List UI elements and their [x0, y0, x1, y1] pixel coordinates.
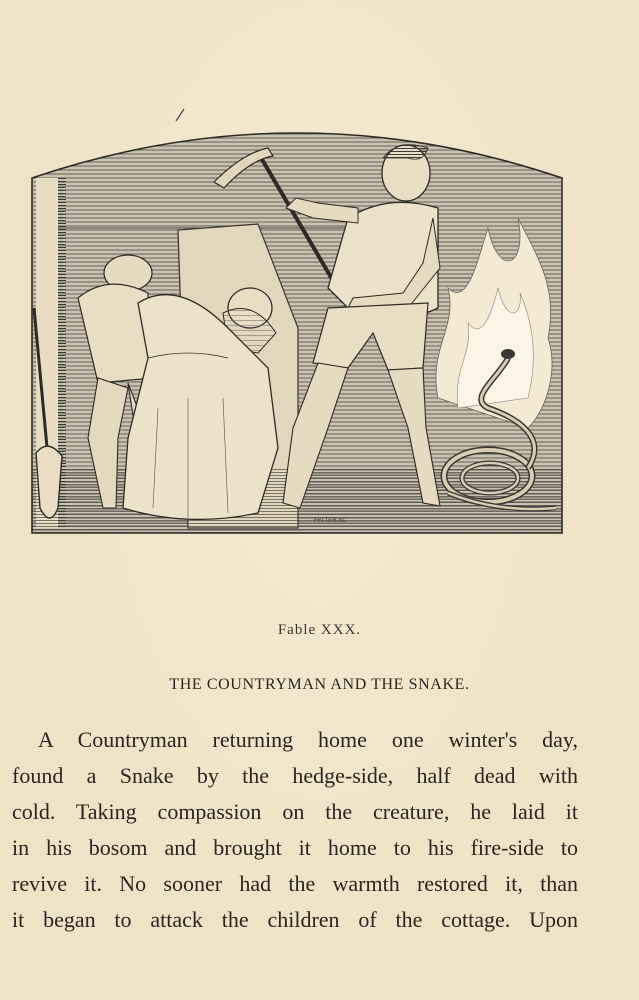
engraver-signature: FELTER.SC: [314, 518, 347, 524]
body-line: it began to attack the children of the cottage. Upon: [12, 907, 578, 932]
body-line: cold. Taking compassion on the creature, he laid it: [12, 799, 578, 824]
engraving-illustration: [28, 108, 566, 538]
woman-figure: [123, 288, 278, 519]
body-line: found a Snake by the hedge-side, half dead with: [12, 763, 578, 788]
body-line: A Countryman returning home one winter's day,: [38, 727, 578, 752]
fable-title: THE COUNTRYMAN AND THE SNAKE.: [169, 676, 470, 693]
body-line: revive it. No sooner had the warmth restored it, than: [12, 871, 578, 896]
fable-number: Fable XXX.: [277, 622, 362, 638]
body-line: in his bosom and brought it home to his fire-side to: [12, 835, 578, 860]
fable-body: [12, 722, 578, 938]
